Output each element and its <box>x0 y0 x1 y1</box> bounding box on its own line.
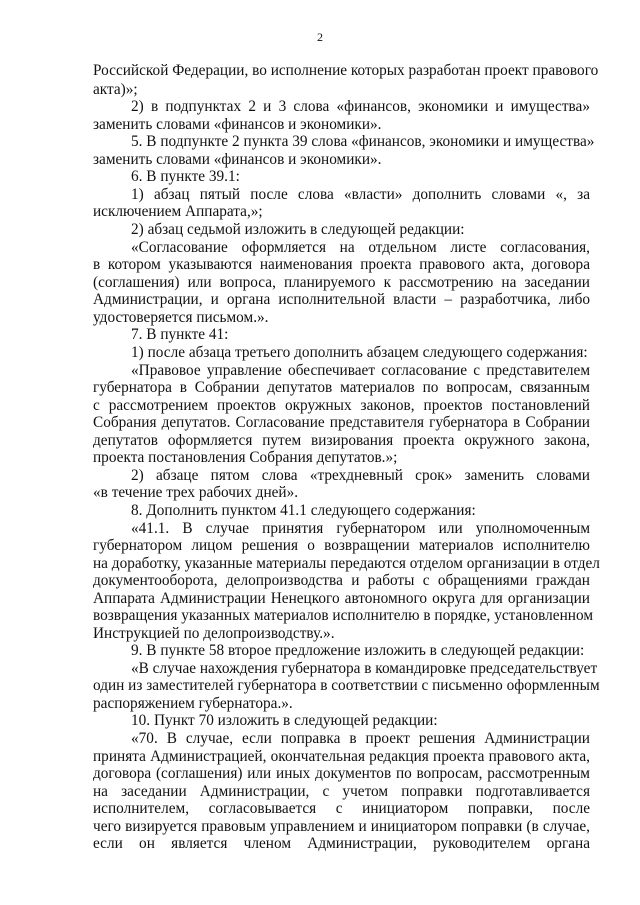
text-line: акта)»; <box>93 81 138 98</box>
text-line: документооборота, делопроизводства и работы с обращениями граждан <box>93 572 590 589</box>
text-line: проекта постановления Собрания депутатов.»; <box>93 449 398 466</box>
text-line: Собрания депутатов. Согласование представителя губернатора в Собрании <box>93 414 590 431</box>
text-line: если он является членом Администрации, руководителем органа <box>93 835 590 852</box>
text-line: на доработку, указанные материалы передаются отделом организации в отдел <box>93 555 600 572</box>
text-line: принята Администрацией, окончательная редакция проекта правового акта, <box>93 748 590 765</box>
text-line: исполнителем, согласовывается с инициатором поправки, после <box>93 800 590 817</box>
text-line: Администрации, и органа исполнительной власти – разработчика, либо <box>93 291 590 308</box>
text-line: исключением Аппарата,»; <box>93 203 263 220</box>
text-line: «41.1. В случае принятия губернатором или уполномоченным <box>131 520 590 537</box>
page-number: 2 <box>317 30 323 44</box>
text-line: (соглашения) или вопроса, планируемого к рассмотрению на заседании <box>93 274 590 291</box>
text-line: «В случае нахождения губернатора в командировке председательствует <box>131 660 598 677</box>
text-line: «в течение трех рабочих дней». <box>93 484 299 501</box>
text-line: «Согласование оформляется на отдельном листе согласования, <box>131 239 590 256</box>
text-line: Инструкцией по делопроизводству.». <box>93 625 335 642</box>
text-line: 8. Дополнить пунктом 41.1 следующего содержания: <box>131 502 476 519</box>
text-line: 5. В подпункте 2 пункта 39 слова «финансов, экономики и имущества» <box>131 133 595 150</box>
text-line: один из заместителей губернатора в соответствии с письменно оформленным <box>93 677 600 694</box>
text-line: распоряжением губернатора.». <box>93 695 293 712</box>
text-line: 2) абзаце пятом слова «трехдневный срок» заменить словами <box>131 467 590 484</box>
text-line: заменить словами «финансов и экономики». <box>93 151 382 168</box>
text-line: губернатором лицом решения о возвращении материалов исполнителю <box>93 537 590 554</box>
text-line: губернатора в Собрании депутатов материалов по вопросам, связанным <box>93 379 590 396</box>
text-line: Российской Федерации, во исполнение которых разработан проект правового <box>93 62 599 79</box>
text-line: с рассмотрением проектов окружных законов, проектов постановлений <box>93 397 590 414</box>
text-line: «Правовое управление обеспечивает согласование с представителем <box>131 362 590 379</box>
text-line: депутатов оформляется путем визирования проекта окружного закона, <box>93 432 590 449</box>
text-line: договора (соглашения) или иных документов по вопросам, рассмотренным <box>93 765 590 782</box>
text-line: 2) абзац седьмой изложить в следующей редакции: <box>131 221 465 238</box>
text-line: чего визируется правовым управлением и инициатором поправки (в случае, <box>93 818 590 835</box>
text-line: 9. В пункте 58 второе предложение изложить в следующей редакции: <box>131 642 585 659</box>
text-line: Аппарата Администрации Ненецкого автономного округа для организации <box>93 590 590 607</box>
text-line: в котором указываются наименования проекта правового акта, договора <box>93 256 590 273</box>
text-line: удостоверяется письмом.». <box>93 309 269 326</box>
text-line: на заседании Администрации, с учетом поправки подготавливается <box>93 783 590 800</box>
text-line: «70. В случае, если поправка в проект решения Администрации <box>131 730 590 747</box>
text-line: заменить словами «финансов и экономики». <box>93 116 382 133</box>
text-line: 1) абзац пятый после слова «власти» дополнить словами «, за <box>131 186 590 203</box>
text-line: 2) в подпунктах 2 и 3 слова «финансов, экономики и имущества» <box>131 98 590 115</box>
text-line: возвращения указанных материалов исполнителю в порядке, установленном <box>93 607 593 624</box>
text-line: 7. В пункте 41: <box>131 326 229 343</box>
text-line: 1) после абзаца третьего дополнить абзацем следующего содержания: <box>131 344 588 361</box>
text-line: 10. Пункт 70 изложить в следующей редакции: <box>131 712 438 729</box>
text-line: 6. В пункте 39.1: <box>131 168 240 185</box>
